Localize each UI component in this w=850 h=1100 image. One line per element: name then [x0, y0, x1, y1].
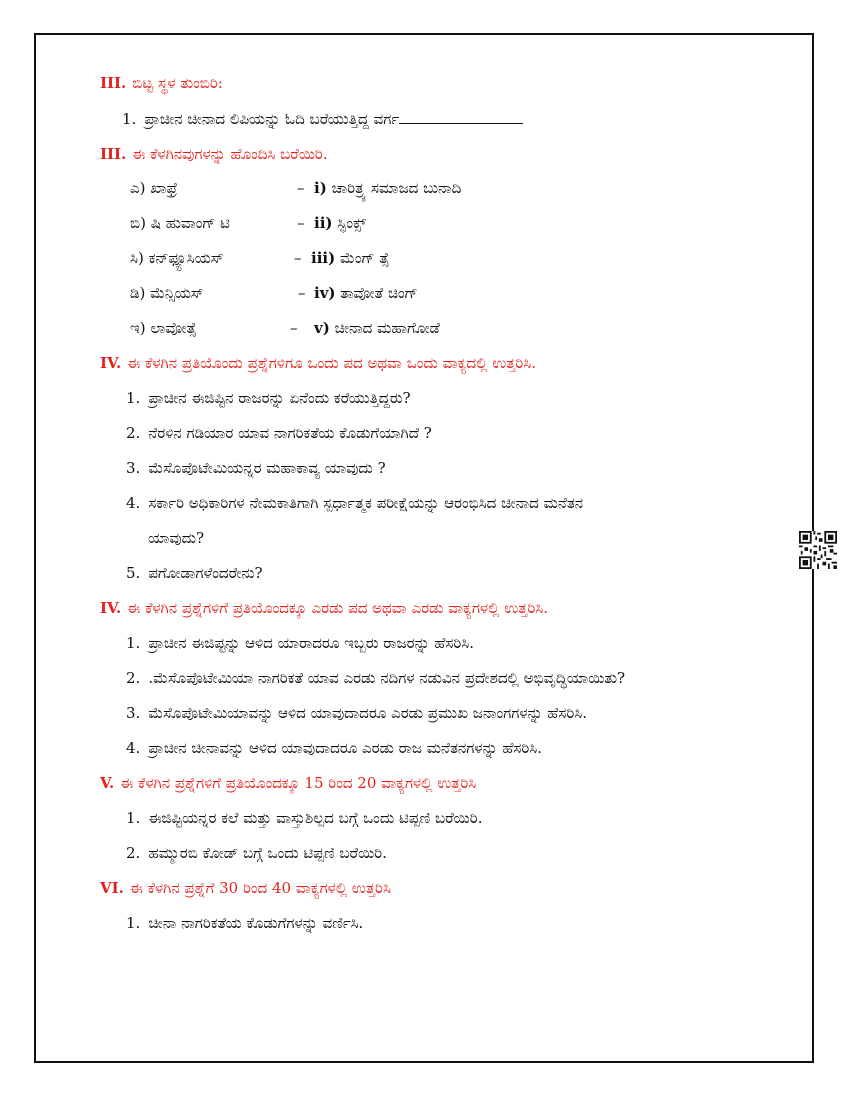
match-dash: – [297, 214, 305, 232]
question-number: 1. [122, 110, 137, 128]
section-number: VI. [100, 879, 124, 897]
answer-blank[interactable] [399, 109, 523, 124]
question-text: ಮೆಸೊಪೊಟೇಮಿಯಾವನ್ನು ಆಳಿದ ಯಾವುದಾದರೂ ಎರಡು ಪ್ರಮುಖ ಜನಾಂಗಗಳನ್ನು ಹೆಸರಿಸಿ. [148, 704, 588, 722]
section-heading-two-word [100, 597, 548, 619]
match-right-item [314, 317, 440, 339]
question-text: ಚೀನಾ ನಾಗರಿಕತೆಯ ಕೊಡುಗೆಗಳನ್ನು ವರ್ಣಿಸಿ. [148, 914, 364, 932]
question-number: 2. [126, 844, 141, 862]
match-left-item: ಡಿ) ಮೆನ್ಸಿಯಸ್ [130, 284, 204, 302]
section-number: IV. [100, 599, 122, 617]
question-number: 1. [126, 914, 141, 932]
section-heading-fifteen-twenty [100, 772, 476, 794]
question-item [126, 912, 363, 934]
question-number: 3. [126, 704, 141, 722]
question-item [126, 702, 587, 724]
section-number: IV. [100, 354, 122, 372]
question-item [126, 457, 386, 479]
question-text: ಪ್ರಾಚೀನ ಈಜಿಪ್ಟನ್ನು ಆಳಿದ ಯಾರಾದರೂ ಇಬ್ಬರು ರಾಜರನ್ನು ಹೆಸರಿಸಿ. [148, 634, 475, 652]
question-item [126, 422, 432, 444]
match-left-item: ಸಿ) ಕನ್‌ಫ್ಯೂಸಿಯಸ್ [130, 249, 224, 267]
question-number: 2. [126, 424, 141, 442]
roman-numeral: iii) [311, 249, 336, 267]
question-text: ನೆರಳಿನ ಗಡಿಯಾರ ಯಾವ ನಾಗರಿಕತೆಯ ಕೊಡುಗೆಯಾಗಿದೆ ? [148, 424, 432, 442]
question-text: ಪ್ರಾಚೀನ ಈಜಿಪ್ಟಿನ ರಾಜರನ್ನು ಏನೆಂದು ಕರೆಯುತ್ತಿದ್ದರು? [148, 389, 411, 407]
section-title: ಈ ಕೆಳಗಿನ ಪ್ರಶ್ನೆಗಳಿಗೆ ಪ್ರತಿಯೊಂದಕ್ಕೂ ಎರಡು ಪದ ಅಥವಾ ಎರಡು ವಾಕ್ಯಗಳಲ್ಲಿ ಉತ್ತರಿಸಿ. [127, 599, 548, 617]
question-item [122, 108, 523, 130]
section-title: ಈ ಕೆಳಗಿನ ಪ್ರತಿಯೊಂದು ಪ್ರಶ್ನೆಗಳಿಗೂ ಒಂದು ಪದ ಅಥವಾ ಒಂದು ವಾಕ್ಯದಲ್ಲಿ ಉತ್ತರಿಸಿ. [127, 354, 536, 372]
question-number: 1. [126, 634, 141, 652]
match-right-text: ಸ್ಫಿಂಕ್ಸ್ [337, 214, 367, 232]
question-text: ಪ್ರಾಚೀನ ಚೀನಾವನ್ನು ಆಳಿದ ಯಾವುದಾದರೂ ಎರಡು ರಾಜ ಮನೆತನಗಳನ್ನು ಹೆಸರಿಸಿ. [148, 739, 543, 757]
question-number: 1. [126, 389, 141, 407]
match-right-text: ಚೀನಾದ ಮಹಾಗೋಡೆ [334, 319, 440, 337]
match-left-item: ಇ) ಲಾವೋತ್ಸೆ [130, 319, 197, 337]
question-item [126, 737, 542, 759]
roman-numeral: ii) [314, 214, 333, 232]
match-right-text: ಮೆಂಗ್ ತ್ಸೆ [339, 249, 390, 267]
section-title: ಈ ಕೆಳಗಿನವುಗಳನ್ನು ಹೊಂದಿಸಿ ಬರೆಯಿರಿ. [132, 145, 328, 163]
section-number: III. [100, 74, 127, 92]
section-heading-one-word [100, 352, 536, 374]
section-title: ಬಿಟ್ಟ ಸ್ಥಳ ತುಂಬಿರಿ: [132, 74, 223, 92]
question-number: 1. [126, 809, 141, 827]
match-right-item [314, 282, 418, 304]
question-item [126, 632, 474, 654]
match-dash: – [290, 319, 298, 337]
question-item [126, 492, 583, 514]
question-item [126, 387, 411, 409]
question-number: 2. [126, 669, 141, 687]
roman-numeral: iv) [314, 284, 336, 302]
qr-code-icon [799, 531, 837, 569]
question-text: .ಮೆಸೊಪೊಟೇಮಿಯಾ ನಾಗರಿಕತೆ ಯಾವ ಎರಡು ನದಿಗಳ ನಡುವಿನ ಪ್ರದೇಶದಲ್ಲಿ ಅಭಿವೃದ್ಧಿಯಾಯಿತು? [148, 669, 626, 687]
question-number: 4. [126, 494, 141, 512]
section-heading-thirty-forty [100, 877, 391, 899]
section-heading-fill-blank [100, 72, 223, 94]
match-right-item [314, 212, 366, 234]
question-text: ಪಗೋಡಾಗಳೆಂದರೇನು? [148, 564, 263, 582]
question-item [126, 667, 625, 689]
section-heading-match [100, 143, 328, 165]
question-number: 3. [126, 459, 141, 477]
section-number: V. [100, 774, 115, 792]
section-title: ಈ ಕೆಳಗಿನ ಪ್ರಶ್ನೆಗೆ 30 ರಿಂದ 40 ವಾಕ್ಯಗಳಲ್ಲಿ ಉತ್ತರಿಸಿ [129, 879, 391, 897]
question-item [126, 807, 482, 829]
section-number: III. [100, 145, 127, 163]
question-text: ಹಮ್ಮುರಬಿ ಕೋಡ್ ಬಗ್ಗೆ ಒಂದು ಟಿಪ್ಪಣಿ ಬರೆಯಿರಿ. [148, 844, 387, 862]
question-number: 5. [126, 564, 141, 582]
match-right-text: ತಾವೋತೆ ಚಿಂಗ್ [340, 284, 418, 302]
question-item [126, 562, 263, 584]
question-item [126, 842, 387, 864]
match-right-item [314, 177, 461, 199]
match-right-item [311, 247, 389, 269]
roman-numeral: i) [314, 179, 327, 197]
section-title: ಈ ಕೆಳಗಿನ ಪ್ರಶ್ನೆಗಳಿಗೆ ಪ್ರತಿಯೊಂದಕ್ಕೂ 15 ರಿಂದ 20 ವಾಕ್ಯಗಳಲ್ಲಿ ಉತ್ತರಿಸಿ [120, 774, 477, 792]
question-text: ಮೆಸೊಪೊಟೇಮಿಯನ್ನರ ಮಹಾಕಾವ್ಯ ಯಾವುದು ? [148, 459, 386, 477]
match-dash: – [294, 249, 302, 267]
roman-numeral: v) [314, 319, 330, 337]
question-text-continuation: ಯಾವುದು? [148, 529, 205, 547]
question-text: ಪ್ರಾಚೀನ ಚೀನಾದ ಲಿಪಿಯನ್ನು ಓದಿ ಬರೆಯುತ್ತಿದ್ದ ವರ್ಗ [144, 110, 400, 128]
question-number: 4. [126, 739, 141, 757]
match-dash: – [297, 179, 305, 197]
match-left-item: ಬಿ) ಷಿ ಹುವಾಂಗ್ ಟಿ [130, 214, 230, 232]
match-right-text: ಚಾರಿತ್ರ್ಯ ಸಮಾಜದ ಬುನಾದಿ [331, 179, 462, 197]
question-text: ಸರ್ಕಾರಿ ಅಧಿಕಾರಿಗಳ ನೇಮಕಾತಿಗಾಗಿ ಸ್ಪರ್ಧಾತ್ಮಕ ಪರೀಕ್ಷೆಯನ್ನು ಆರಂಭಿಸಿದ ಚೀನಾದ ಮನೆತನ [148, 494, 584, 512]
match-dash: – [298, 284, 306, 302]
question-text: ಈಜಿಪ್ಟಿಯನ್ನರ ಕಲೆ ಮತ್ತು ವಾಸ್ತುಶಿಲ್ಪದ ಬಗ್ಗೆ ಒಂದು ಟಿಪ್ಪಣಿ ಬರೆಯಿರಿ. [148, 809, 483, 827]
match-left-item: ಎ) ಖಾಫ್ರೆ [130, 179, 178, 197]
